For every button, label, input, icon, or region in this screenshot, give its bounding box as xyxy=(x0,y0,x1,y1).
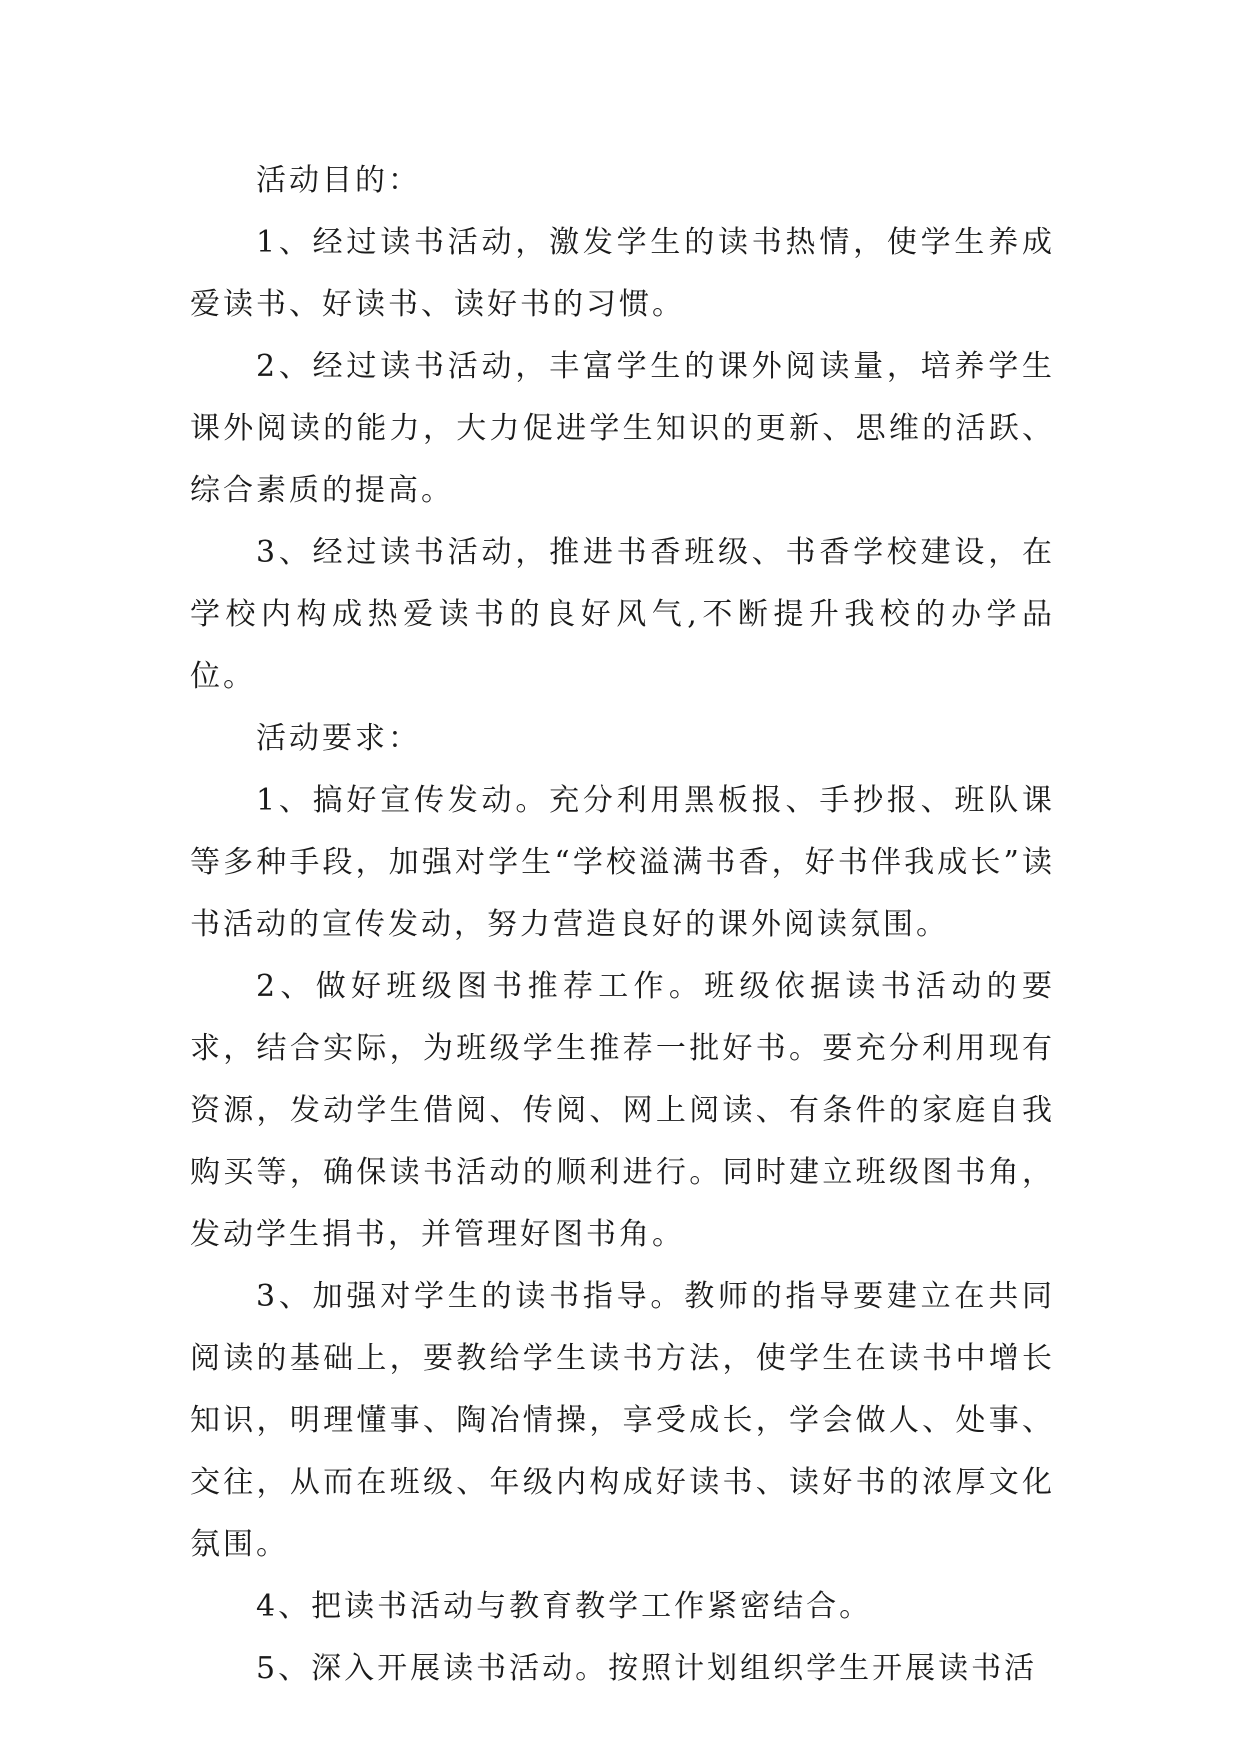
purpose-item-1: 1、经过读书活动，激发学生的读书热情，使学生养成爱读书、好读书、读好书的习惯。 xyxy=(190,225,1055,322)
purpose-item-2: 2、经过读书活动，丰富学生的课外阅读量，培养学生课外阅读的能力，大力促进学生知识的更新、思维的活跃、综合素质的提高。 xyxy=(190,349,1055,508)
requirement-item-1: 1、搞好宣传发动。充分利用黑板报、手抄报、班队课等多种手段，加强对学生“学校溢满书香，好书伴我成长”读书活动的宣传发动，努力营造良好的课外阅读氛围。 xyxy=(190,783,1055,942)
heading-activity-purpose: 活动目的： xyxy=(256,163,421,198)
requirement-item-2: 2、做好班级图书推荐工作。班级依据读书活动的要求，结合实际，为班级学生推荐一批好书。要充分利用现有资源，发动学生借阅、传阅、网上阅读、有条件的家庭自我购买等，确保读书活动的顺利进行。同时建立班级图书角，发动学生捐书，并管理好图书角。 xyxy=(190,969,1055,1252)
document-page xyxy=(190,150,1055,1700)
purpose-item-3: 3、经过读书活动，推进书香班级、书香学校建设，在学校内构成热爱读书的良好风气,不断提升我校的办学品位。 xyxy=(190,535,1055,694)
requirement-item-3: 3、加强对学生的读书指导。教师的指导要建立在共同阅读的基础上，要教给学生读书方法，使学生在读书中增长知识，明理懂事、陶冶情操，享受成长，学会做人、处事、交往，从而在班级、年级内构成好读书、读好书的浓厚文化氛围。 xyxy=(190,1279,1055,1562)
requirement-item-4: 4、把读书活动与教育教学工作紧密结合。 xyxy=(256,1589,873,1624)
heading-activity-requirements: 活动要求： xyxy=(256,721,421,756)
requirement-item-5: 5、深入开展读书活动。按照计划组织学生开展读书活 xyxy=(256,1651,1038,1686)
